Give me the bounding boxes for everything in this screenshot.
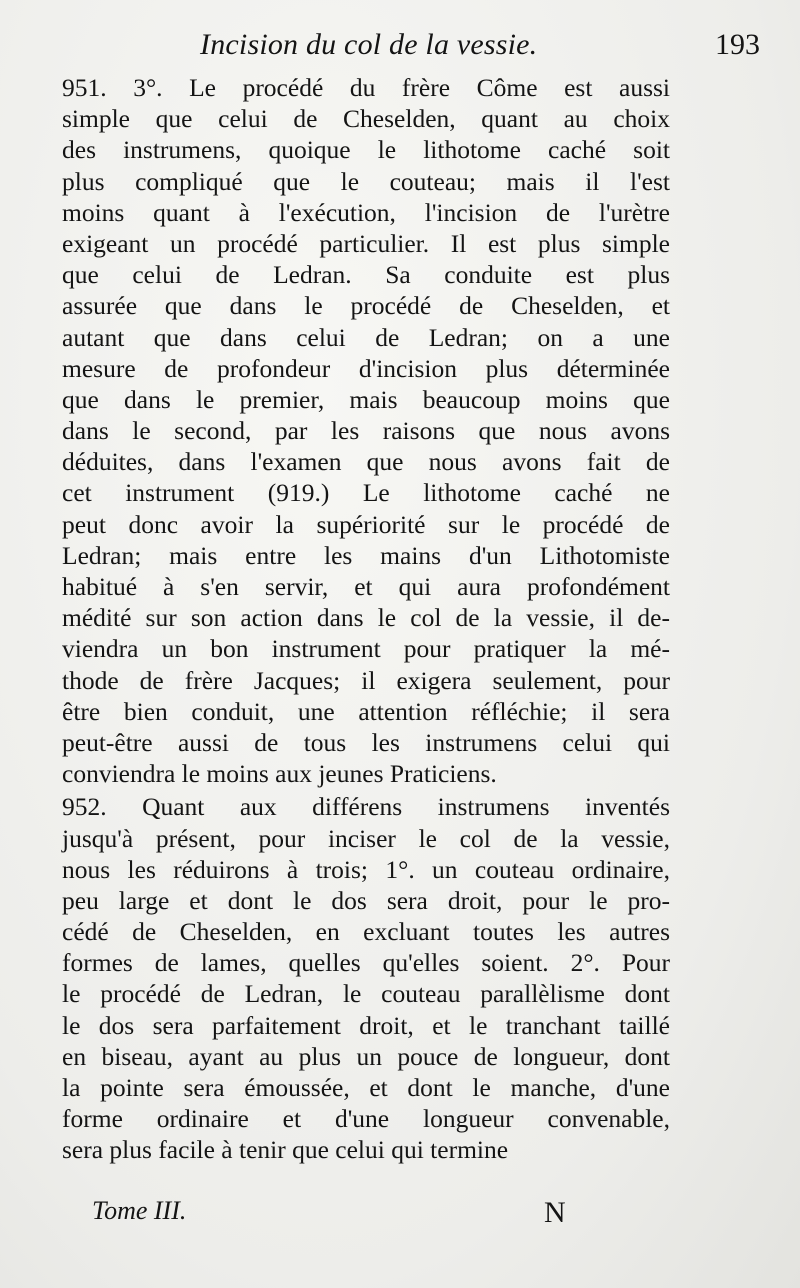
text-line: cet instrument (919.) Le lithotome caché ne (62, 478, 670, 508)
page-footer (92, 1196, 712, 1236)
text-line: moins quant à l'exécution, l'incision de l'urètre (62, 197, 670, 227)
text-line: déduites, dans l'examen que nous avons fait de (62, 447, 670, 477)
text-line: le procédé de Ledran, le couteau parallèlisme dont (62, 979, 670, 1009)
text-line: jusqu'à présent, pour inciser le col de la vessie, (62, 823, 670, 853)
text-line: cédé de Cheselden, en excluant toutes les autres (62, 917, 670, 947)
text-line: nous les réduirons à trois; 1°. un couteau ordinaire, (62, 854, 670, 884)
text-line: mesure de profondeur d'incision plus déterminée (62, 353, 670, 383)
text-line: 951. 3°. Le procédé du frère Côme est aussi (62, 73, 670, 102)
text-line: peut donc avoir la supériorité sur le procédé de (62, 509, 670, 539)
text-line: 952. Quant aux différens instrumens inventés (62, 792, 670, 822)
running-title: Incision du col de la vessie. (200, 28, 538, 61)
text-line: que dans le premier, mais beaucoup moins que (62, 384, 670, 414)
text-line: simple que celui de Cheselden, quant au choix (62, 104, 670, 134)
text-line: exigeant un procédé particulier. Il est plus simple (62, 228, 670, 258)
signature-mark: N (544, 1196, 566, 1229)
text-line: habitué à s'en servir, et qui aura profondément (62, 572, 670, 601)
text-line: des instrumens, quoique le lithotome caché soit (62, 135, 670, 165)
text-line: la pointe sera émoussée, et dont le manche, d'une (62, 1073, 670, 1102)
text-line: peut-être aussi de tous les instrumens celui qui (62, 727, 670, 757)
text-line: que celui de Ledran. Sa conduite est plus (62, 260, 670, 290)
text-line: le dos sera parfaitement droit, et le tranchant taillé (62, 1010, 670, 1040)
text-line: forme ordinaire et d'une longueur convenable, (62, 1104, 670, 1134)
text-line: assurée que dans le procédé de Cheselden, et (62, 291, 670, 321)
paragraph (62, 72, 670, 789)
text-line: formes de lames, quelles qu'elles soient. 2°. Pour (62, 948, 670, 978)
volume-label: Tome III. (92, 1196, 187, 1225)
text-line: Ledran; mais entre les mains d'un Lithotomiste (62, 540, 670, 570)
page-header (60, 28, 760, 68)
text-line: être bien conduit, une attention réfléchie; il sera (62, 696, 670, 726)
text-line: dans le second, par les raisons que nous avons (62, 416, 670, 446)
text-line: en biseau, ayant au plus un pouce de longueur, dont (62, 1041, 670, 1071)
text-line: peu large et dont le dos sera droit, pour le pro- (62, 885, 670, 915)
text-line: sera plus facile à tenir que celui qui termine (62, 1135, 509, 1165)
text-line: plus compliqué que le couteau; mais il l'est (62, 166, 670, 196)
text-line: autant que dans celui de Ledran; on a une (62, 322, 670, 352)
paragraph (62, 791, 670, 1165)
page-number: 193 (715, 28, 760, 61)
text-line: conviendra le moins aux jeunes Praticiens. (62, 759, 497, 789)
text-line: thode de frère Jacques; il exigera seulement, pour (62, 665, 670, 695)
text-line: viendra un bon instrument pour pratiquer la mé- (62, 634, 670, 664)
text-line: médité sur son action dans le col de la vessie, il de- (62, 603, 670, 633)
body-text (62, 72, 670, 1166)
